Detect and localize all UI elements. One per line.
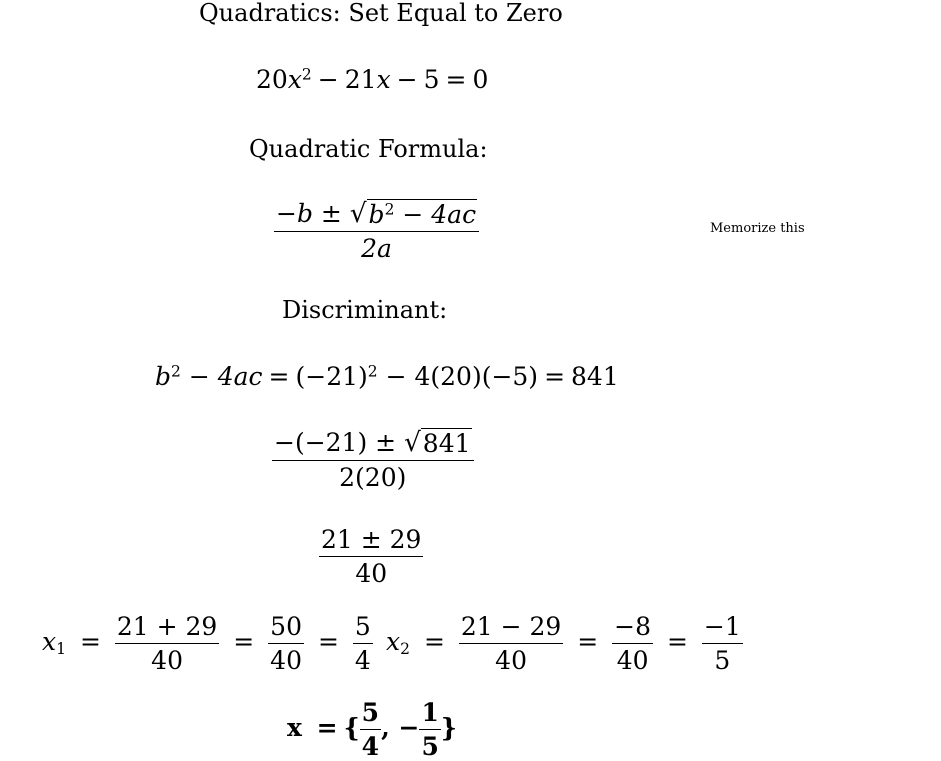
radical-icon: √ [349,198,367,229]
memorize-note: Memorize this [710,221,805,236]
root-x2: $x_2$ = $\frac{21 - 29}{40}$ = $\frac{-8}{40}$ = $\frac{-1}{5}$ [386,612,741,675]
simplified-fraction: $\frac{21 \pm 29}{40}$ [321,525,422,588]
sqrt-sign: √ 841 [404,427,471,458]
discriminant-calculation: $b^2 - 4ac = (-21)^2 - 4(20)(-5) = 841$ [155,362,619,391]
discriminant-heading: Discriminant: [282,296,448,324]
solution-set: x = { $\frac{5}{4}$ , − $\frac{1}{5}$ } [287,698,457,761]
substituted-formula [272,428,474,490]
substituted-fraction: −(−21) ± √ 841 2(20) [272,428,474,490]
page-title: Quadratics: Set Equal to Zero [199,0,563,27]
formula-numerator: −b ± √ $b^2 - 4ac$ [274,199,479,232]
formula-fraction [274,199,479,261]
sqrt-sign: √ $b^2 - 4ac$ [349,198,477,229]
quadratic-equation: $20x^2 - 21x - 5 = 0$ [256,65,489,94]
radical-icon: √ [404,427,421,458]
root-x1: $x_1$ = $\frac{21 + 29}{40}$ = $\frac{50}{40}$ = $\frac{5}{4}$ [42,612,371,675]
formula-denominator: 2a [361,234,392,263]
formula-heading: Quadratic Formula: [249,135,488,163]
quadratic-formula [274,199,479,261]
